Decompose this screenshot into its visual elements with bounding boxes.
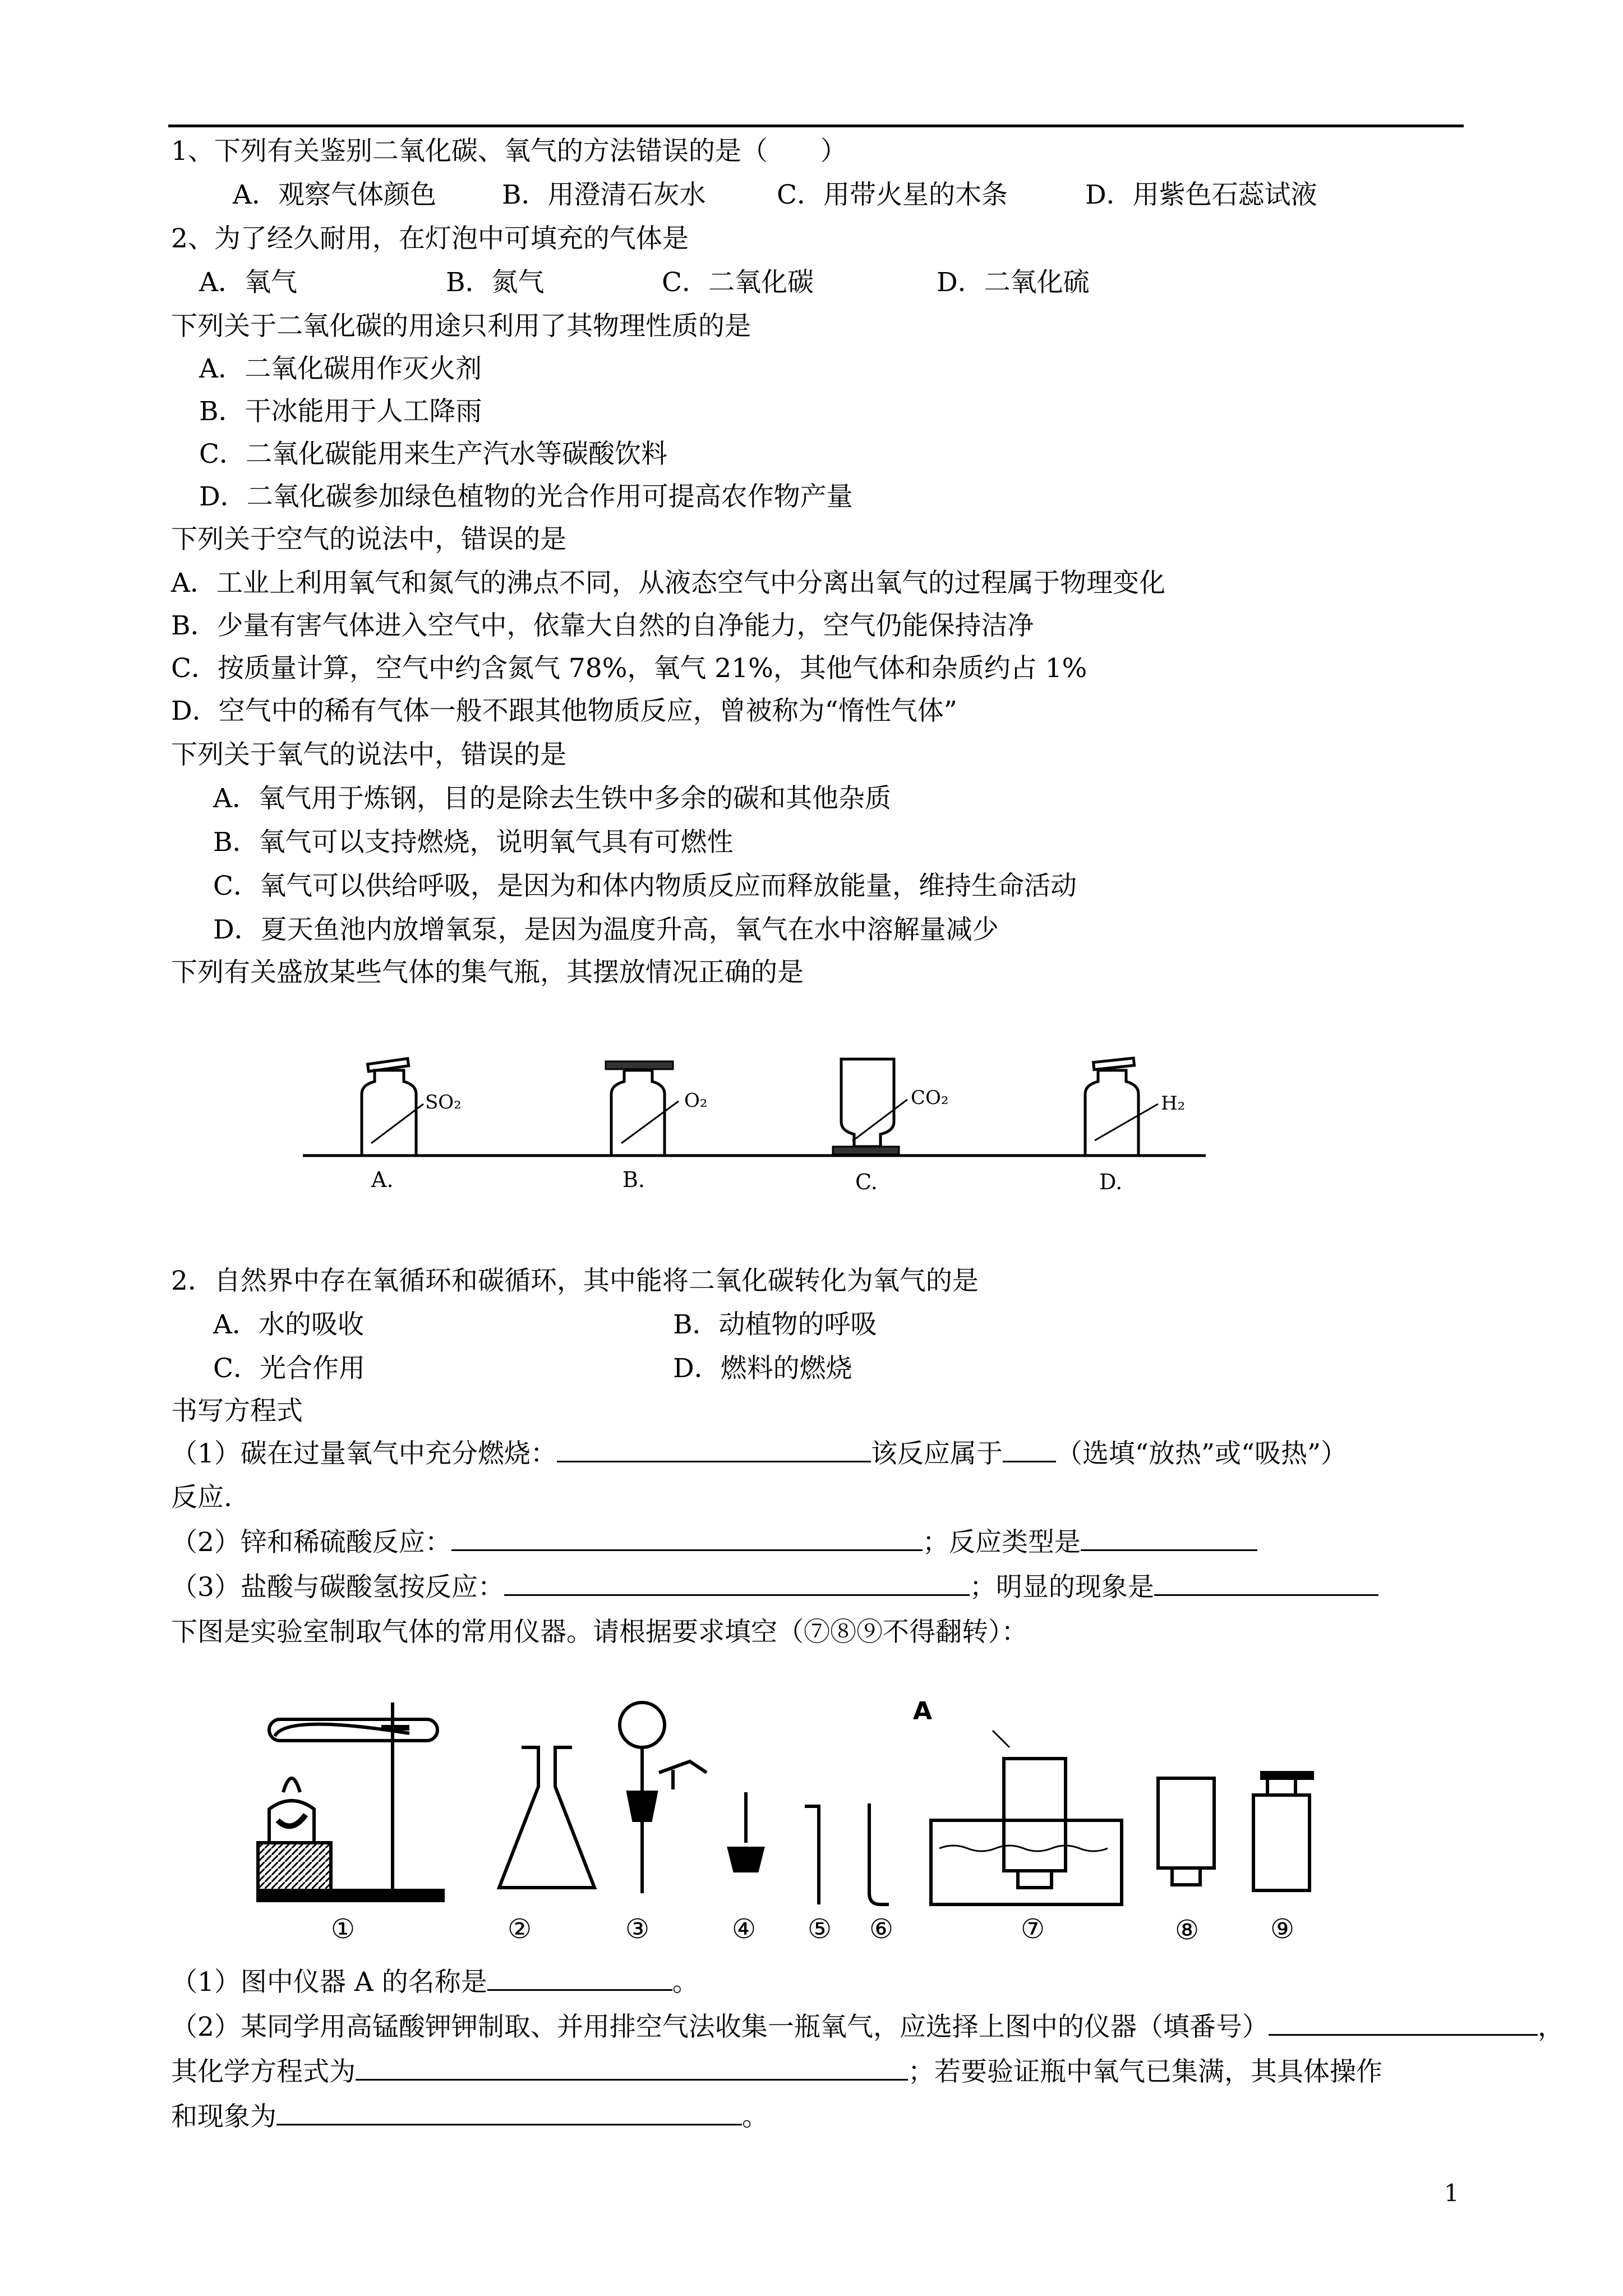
apparatus-label-a: A [913, 1697, 933, 1726]
q8-part2-equation-blank[interactable] [451, 1526, 923, 1551]
page-number: 1 [1444, 2179, 1459, 2207]
q3-option-a: A．二氧化碳用作灭火剂 [199, 353, 482, 384]
apparatus-8-inverted-bottle [1158, 1778, 1214, 1885]
q3-option-c: C．二氧化碳能用来生产汽水等碳酸饮料 [199, 439, 667, 470]
q8-part1-text-a: （1）碳在过量氧气中充分燃烧： [171, 1438, 557, 1469]
q7-stem: 2．自然界中存在氧循环和碳循环，其中能将二氧化碳转化为氧气的是 [171, 1266, 979, 1296]
q9-sub2-line1 [171, 2010, 1564, 2044]
apparatus-number-9: ⑨ [1270, 1913, 1295, 1945]
q5-option-d: D．夏天鱼池内放增氧泵，是因为温度升高，氧气在水中溶解量减少 [213, 914, 999, 945]
q8-part2-text-b: ；反应类型是 [922, 1527, 1081, 1558]
q4-option-b: B．少量有害气体进入空气中，依靠大自然的自净能力，空气仍能保持洁净 [171, 610, 1034, 641]
q8-part2-type-blank[interactable] [1081, 1526, 1257, 1551]
apparatus-number-4: ④ [732, 1913, 757, 1945]
gas-bottle-figure [292, 1031, 1217, 1199]
q2-option-c: C．二氧化碳 [662, 267, 814, 298]
q5-option-b: B．氧气可以支持燃烧，说明氧气具有可燃性 [213, 827, 734, 858]
q6-stem: 下列有关盛放某些气体的集气瓶，其摆放情况正确的是 [171, 957, 804, 988]
q9-sub2-text-d: ；若要验证瓶中氧气已集满，其具体操作 [908, 2056, 1382, 2087]
q8-part3-phenomenon-blank[interactable] [1154, 1571, 1378, 1596]
apparatus-number-5: ⑤ [808, 1913, 832, 1945]
bottle-letter-b: B. [623, 1167, 645, 1192]
gas-label-c: CO₂ [911, 1087, 949, 1109]
gas-label-b: O₂ [684, 1089, 708, 1112]
q1-stem: 1、下列有关鉴别二氧化碳、氧气的方法错误的是（ ） [171, 136, 847, 167]
q1-option-d: D．用紫色石蕊试液 [1085, 180, 1317, 210]
q8-part1-text-b: 该反应属于 [870, 1438, 1003, 1469]
apparatus-number-7: ⑦ [1021, 1913, 1045, 1945]
q5-stem: 下列关于氧气的说法中，错误的是 [171, 739, 566, 770]
q8-part2 [171, 1526, 1257, 1559]
q4-option-d: D．空气中的稀有气体一般不跟其他物质反应，曾被称为“惰性气体” [171, 696, 957, 726]
apparatus-number-1: ① [331, 1913, 356, 1945]
bottle-a [362, 1059, 462, 1192]
q9-sub2-text-c: 其化学方程式为 [171, 2056, 356, 2087]
q2-option-d: D．二氧化硫 [937, 267, 1090, 298]
q9-sub2-operation-blank[interactable] [276, 2100, 742, 2125]
q3-option-b: B．干冰能用于人工降雨 [199, 396, 482, 427]
q9-sub2-text-a: （2）某同学用高锰酸钾钾制取、并用排空气法收集一瓶氧气，应选择上图中的仪器（填番号） [171, 2012, 1269, 2042]
q8-part3 [171, 1571, 1378, 1604]
q9-sub2-text-b: ， [1537, 2012, 1564, 2042]
gas-label-a: SO₂ [425, 1091, 462, 1114]
bottle-letter-d: D. [1099, 1170, 1123, 1194]
bottle-letter-c: C. [855, 1170, 878, 1194]
q8-part1-equation-blank[interactable] [557, 1437, 871, 1462]
apparatus-7-water-trough [931, 1731, 1122, 1904]
q4-stem: 下列关于空气的说法中，错误的是 [171, 524, 566, 555]
apparatus-2-conical-flask [499, 1747, 594, 1888]
q9-sub2-instrument-blank[interactable] [1269, 2010, 1538, 2036]
apparatus-4-stopper [729, 1792, 763, 1871]
q5-option-a: A．氧气用于炼钢，目的是除去生铁中多余的碳和其他杂质 [213, 783, 891, 814]
q7-option-a: A．水的吸收 [213, 1309, 364, 1340]
bottle-c [833, 1059, 949, 1194]
q9-sub2-line2 [171, 2055, 1382, 2089]
q8-part2-text-a: （2）锌和稀硫酸反应： [171, 1527, 451, 1558]
gas-label-d: H₂ [1161, 1092, 1186, 1115]
q5-option-c: C．氧气可以供给呼吸，是因为和体内物质反应而释放能量，维持生命活动 [213, 871, 1077, 901]
q7-option-c: C．光合作用 [213, 1353, 365, 1384]
bottle-letter-a: A. [371, 1167, 394, 1192]
q9-sub2-equation-blank[interactable] [356, 2055, 908, 2081]
q9-sub1-text-a: （1）图中仪器 A 的名称是 [171, 1967, 487, 1998]
q8-title: 书写方程式 [171, 1396, 303, 1427]
apparatus-6-bent-tube [869, 1803, 889, 1904]
q3-stem: 下列关于二氧化碳的用途只利用了其物理性质的是 [171, 311, 751, 342]
q4-option-a: A．工业上利用氧气和氮气的沸点不同，从液态空气中分离出氧气的过程属于物理变化 [171, 568, 1165, 599]
q9-sub1-blank[interactable] [487, 1966, 672, 1991]
q3-option-d: D．二氧化碳参加绿色植物的光合作用可提高农作物产量 [199, 481, 853, 512]
q7-option-d: D．燃料的燃烧 [673, 1353, 852, 1384]
q2-option-a: A．氧气 [199, 267, 297, 298]
q9-sub2-text-f: 。 [742, 2101, 768, 2132]
q8-part1-end: 反应. [171, 1482, 232, 1513]
q4-option-c: C．按质量计算，空气中约含氮气 78%，氧气 21%，其他气体和杂质约占 1% [171, 653, 1087, 684]
apparatus-number-8: ⑧ [1175, 1915, 1200, 1946]
q2-stem: 2、为了经久耐用，在灯泡中可填充的气体是 [171, 223, 689, 254]
apparatus-number-2: ② [508, 1913, 532, 1945]
bottle-b [606, 1061, 708, 1192]
q9-sub2-text-e: 和现象为 [171, 2101, 276, 2132]
q2-option-b: B．氮气 [446, 267, 545, 298]
apparatus-3-separatory-funnel [620, 1703, 707, 1893]
q8-part1 [171, 1437, 1347, 1471]
apparatus-9-gas-bottle [1253, 1773, 1312, 1890]
apparatus-number-6: ⑥ [869, 1913, 894, 1945]
apparatus-5-bent-tube [805, 1806, 819, 1904]
apparatus-1-heating-setup [258, 1703, 443, 1901]
q8-part3-text-b: ；明显的现象是 [969, 1572, 1154, 1603]
q1-option-a: A．观察气体颜色 [233, 180, 436, 210]
q9-stem: 下图是实验室制取气体的常用仪器。请根据要求填空（⑦⑧⑨不得翻转）： [171, 1617, 1028, 1648]
q1-option-c: C．用带火星的木条 [777, 180, 1008, 210]
q9-sub2-line3 [171, 2100, 768, 2134]
q9-sub1-text-b: 。 [672, 1967, 699, 1998]
apparatus-number-3: ③ [625, 1913, 650, 1945]
q8-part1-text-c: （选填“放热”或“吸热”） [1055, 1438, 1348, 1469]
bottle-d [1085, 1058, 1185, 1194]
q8-part3-equation-blank[interactable] [504, 1571, 970, 1596]
q9-sub1 [171, 1966, 699, 1999]
q7-option-b: B．动植物的呼吸 [673, 1309, 877, 1340]
q8-part1-heat-blank[interactable] [1003, 1437, 1056, 1462]
apparatus-figure [224, 1680, 1368, 1949]
q1-option-b: B．用澄清石灰水 [502, 180, 706, 210]
header-rule [168, 125, 1464, 127]
q8-part3-text-a: （3）盐酸与碳酸氢按反应： [171, 1572, 504, 1603]
